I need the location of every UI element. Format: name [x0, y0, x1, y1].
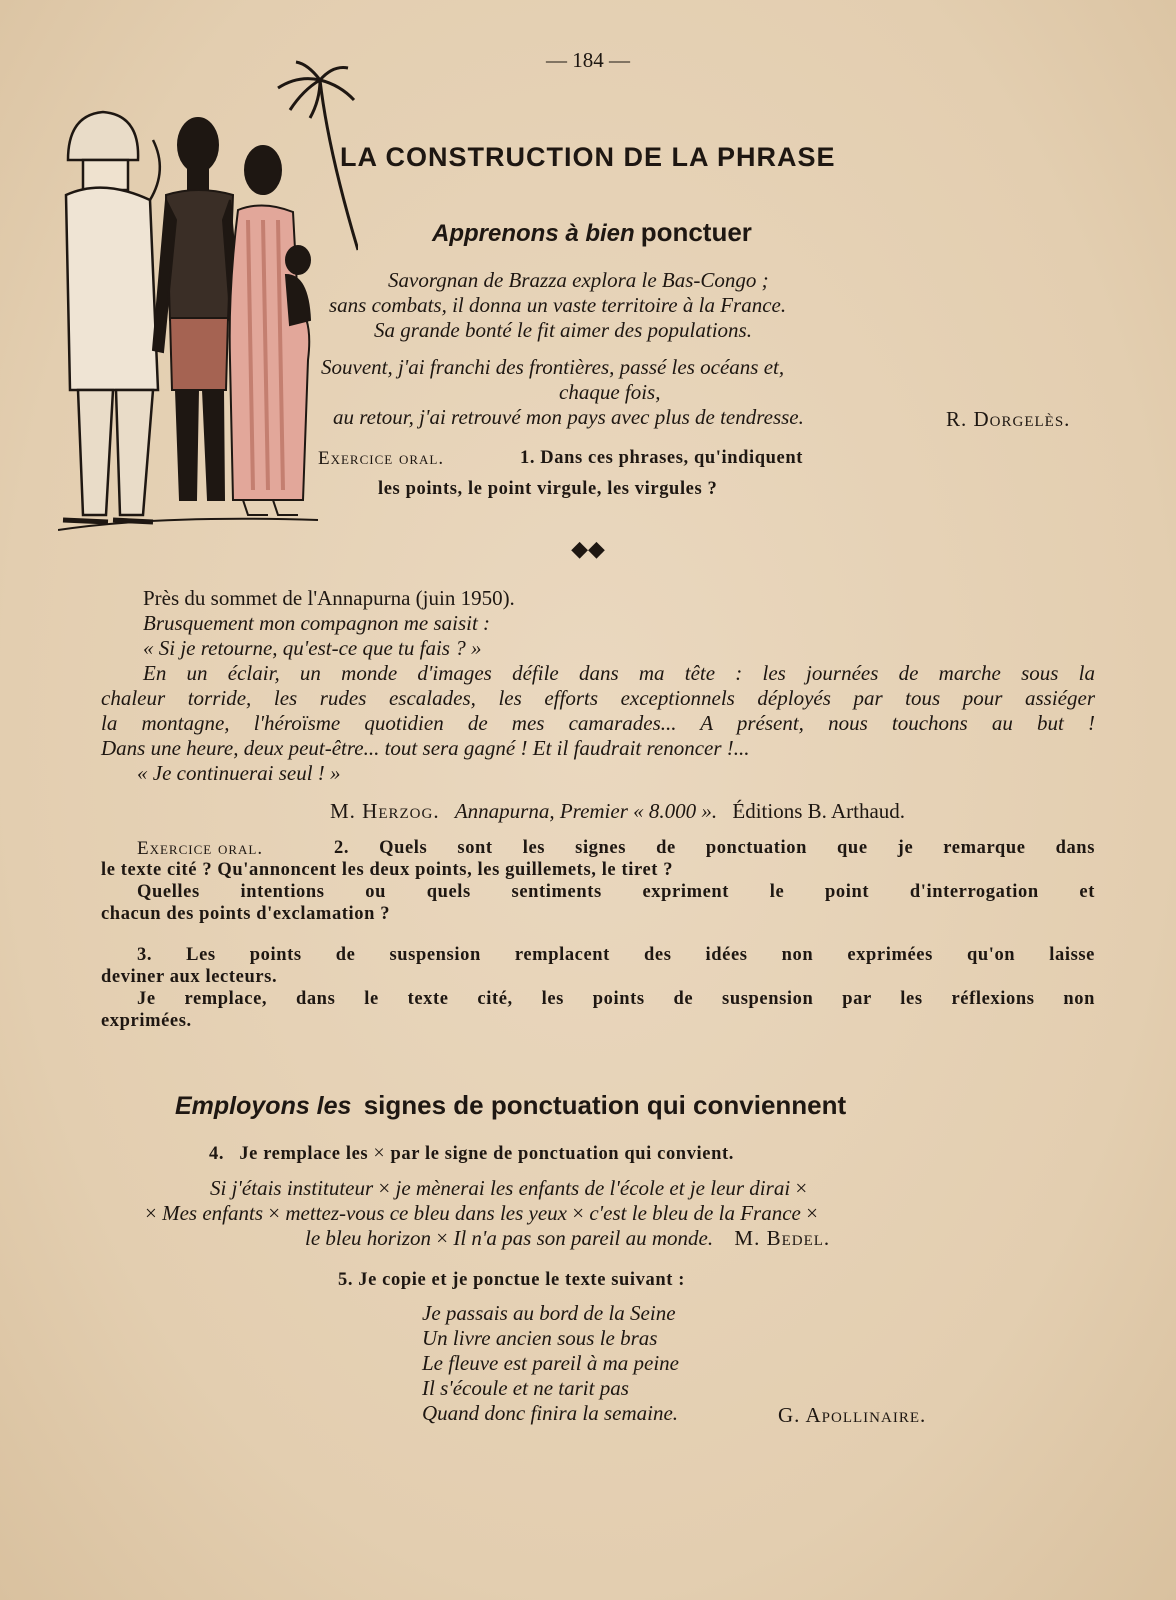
bedel-text: Il n'a pas son pareil au monde. [453, 1226, 714, 1250]
exercise-4-line [209, 1142, 734, 1165]
apollinaire-line: Le fleuve est pareil à ma peine [422, 1351, 679, 1375]
exercise-2-line: Quelles intentions ou quels sentiments expriment le point d'interrogation et [137, 882, 1095, 902]
source-title: Annapurna, Premier « 8.000 ». [454, 799, 718, 823]
bedel-author: M. Bedel. [734, 1226, 831, 1250]
apollinaire-line: Il s'écoule et ne tarit pas [422, 1376, 629, 1400]
excerpt-line: Dans une heure, deux peut-être... tout sera gagné ! Et il faudrait renoncer !... [101, 736, 750, 760]
excerpt-line: En un éclair, un monde d'images défile dans ma tête : les journées de marche sous la [143, 661, 1095, 685]
excerpt-line: chaleur torride, les rudes escalades, les efforts exceptionnels déployés par tous pour assiéger [101, 686, 1095, 710]
exercise-4-text: Je remplace les [239, 1144, 369, 1164]
cross-mark: × [378, 1176, 391, 1200]
exercise-number: 4. [209, 1144, 225, 1164]
exercise-3-line: Je remplace, dans le texte cité, les points de suspension par les réflexions non [137, 989, 1095, 1009]
exercise-label: Exercice oral. [137, 838, 264, 859]
exercise-4-text: par le signe de ponctuation qui convient. [390, 1144, 734, 1164]
exercise-2-line: le texte cité ? Qu'annoncent les deux points, les guillemets, le tiret ? [101, 860, 674, 880]
source-author: M. Herzog. [330, 799, 440, 823]
excerpt-line: Brusquement mon compagnon me saisit : [143, 611, 491, 635]
cross-mark: × [436, 1226, 449, 1250]
exercise-3-line: deviner aux lecteurs. [101, 967, 278, 987]
excerpt-line: « Je continuerai seul ! » [137, 761, 341, 785]
bedel-line [145, 1201, 818, 1226]
excerpt-line: la montagne, l'héroïsme quotidien de mes camarades... A présent, nous touchons au but ! [101, 711, 1095, 735]
cross-mark: × [572, 1201, 585, 1225]
explorer-illustration [58, 60, 358, 540]
bedel-text: Si j'étais instituteur [210, 1176, 374, 1200]
exercise-1-line: 1. Dans ces phrases, qu'indiquent [520, 448, 803, 468]
cross-mark: × [806, 1201, 818, 1225]
bedel-text: le bleu horizon [305, 1226, 431, 1250]
heading-italic-part: Apprenons à bien [432, 220, 635, 247]
cross-mark: × [373, 1142, 386, 1164]
exercise-1-line: les points, le point virgule, les virgules ? [378, 479, 718, 499]
cross-mark: × [145, 1201, 157, 1225]
exercise-2-line: 2. Quels sont les signes de ponctuation que je remarque dans [334, 838, 1095, 858]
bedel-text: mettez-vous ce bleu dans les yeux [285, 1201, 567, 1225]
bedel-text: c'est le bleu de la France [589, 1201, 801, 1225]
section-separator: ◆◆ [571, 536, 605, 561]
poem-line: Savorgnan de Brazza explora le Bas-Congo ; [388, 268, 769, 292]
excerpt-source [330, 799, 905, 824]
apollinaire-line: Je passais au bord de la Seine [422, 1301, 676, 1325]
exercise-3-line: 3. Les points de suspension remplacent des idées non exprimées qu'on laisse [137, 945, 1095, 965]
exercise-label: Exercice oral. [318, 448, 445, 469]
bedel-line [305, 1226, 830, 1251]
poem-line: chaque fois, [559, 380, 661, 404]
apollinaire-line: Quand donc finira la semaine. [422, 1401, 679, 1425]
poem-author: R. Dorgelès. [946, 407, 1071, 431]
explorer-figure [63, 112, 160, 522]
section-heading-signes [175, 1090, 846, 1121]
cross-mark: × [268, 1201, 281, 1225]
bedel-text: je mènerai les enfants de l'école et je leur dirai [395, 1176, 791, 1200]
section-heading-ponctuer [432, 217, 752, 248]
exercise-5-line: 5. Je copie et je ponctue le texte suivant : [338, 1270, 685, 1290]
bedel-text: Mes enfants [162, 1201, 263, 1225]
exercise-3-line: exprimées. [101, 1011, 192, 1031]
heading-bold-part: signes de ponctuation qui conviennent [363, 1090, 847, 1120]
apollinaire-author: G. Apollinaire. [778, 1403, 927, 1427]
excerpt-line: « Si je retourne, qu'est-ce que tu fais ? » [143, 636, 482, 660]
chapter-title: LA CONSTRUCTION DE LA PHRASE [340, 142, 836, 172]
excerpt-line: Près du sommet de l'Annapurna (juin 1950). [143, 586, 515, 610]
heading-bold-part: ponctuer [640, 217, 752, 247]
poem-line: au retour, j'ai retrouvé mon pays avec plus de tendresse. [333, 405, 804, 429]
apollinaire-line: Un livre ancien sous le bras [422, 1326, 658, 1350]
bedel-line [210, 1176, 807, 1201]
poem-line: Sa grande bonté le fit aimer des populations. [374, 318, 752, 342]
heading-italic-part: Employons les [175, 1092, 352, 1120]
villager-woman-figure [230, 146, 310, 515]
poem-line: sans combats, il donna un vaste territoire à la France. [329, 293, 787, 317]
cross-mark: × [795, 1176, 808, 1200]
poem-line: Souvent, j'ai franchi des frontières, passé les océans et, [321, 355, 785, 379]
source-publisher: Éditions B. Arthaud. [732, 799, 906, 823]
page-number: — 184 — [546, 48, 630, 72]
exercise-2-line: chacun des points d'exclamation ? [101, 904, 391, 924]
